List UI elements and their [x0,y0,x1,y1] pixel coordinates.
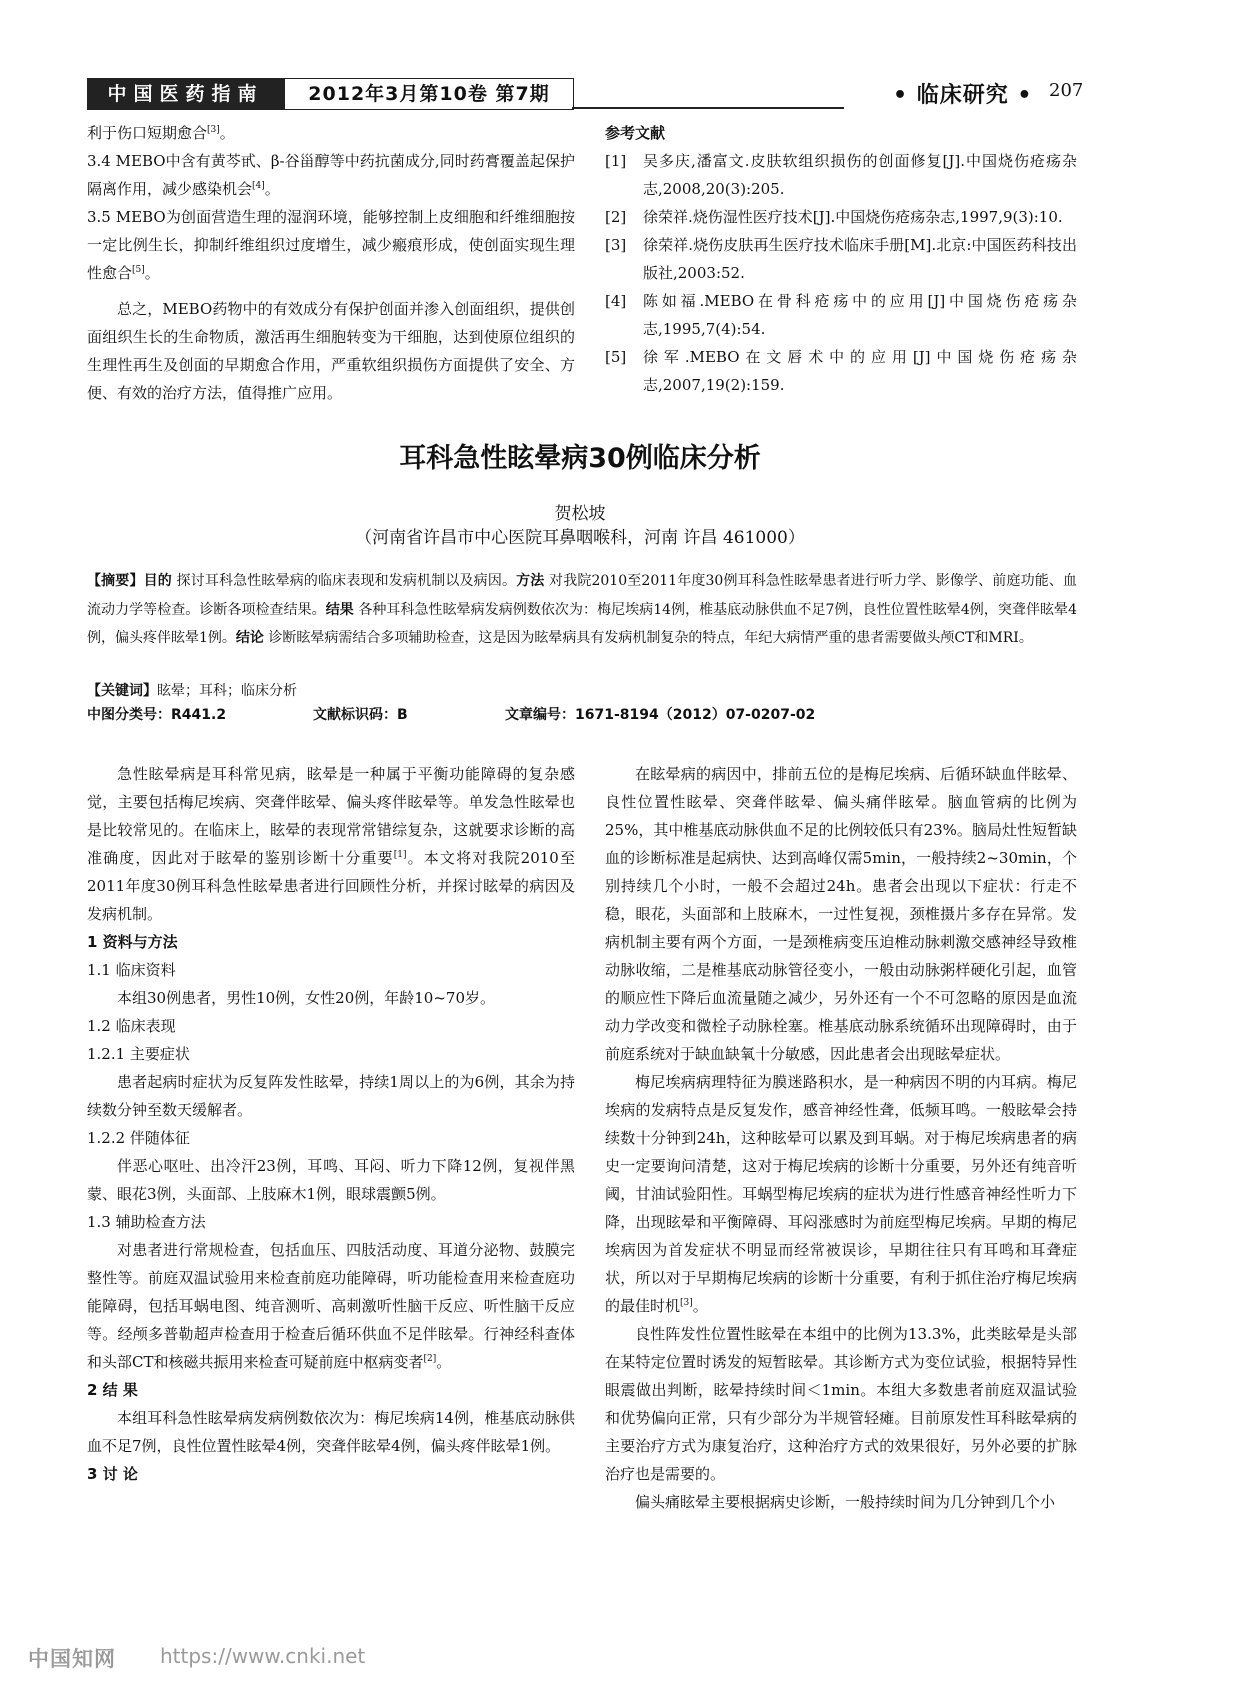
affiliation: （河南省许昌市中心医院耳鼻咽喉科，河南 许昌 461000） [355,528,805,548]
article-title: 耳科急性眩晕病30例临床分析 [399,443,761,474]
heading-methods: 1 资料与方法 [87,933,178,951]
heading-discussion: 3 讨 论 [87,1465,138,1483]
heading-accompanying-signs: 1.2.2 伴随体征 [87,1129,190,1147]
prev-article-conclusion [87,119,575,407]
reference-number: [2] [605,208,627,226]
journal-name: 中国医药指南 [87,78,284,110]
author: 贺松坡 [554,504,606,524]
keywords [87,679,1077,703]
cnki-url: https://www.cnki.net [160,1644,366,1668]
reference-item [605,287,1077,343]
abstract-label: 【摘要】 [87,573,144,589]
cnki-logo: 中国知网 [28,1647,116,1671]
reference-text: 徐军.MEBO在文唇术中的应用[J]中国烧伤疮疡杂志,2007,19(2):159. [643,348,1077,394]
issue-info: 2012年3月第10卷 第7期 [284,78,574,110]
references-title: 参考文献 [605,124,666,142]
auxiliary-exams-text: 对患者进行常规检查，包括血压、四肢活动度、耳道分泌物、鼓膜完整性等。前庭双温试验用来检查前庭功能障碍，听功能检查用来检查庭功能障碍，包括耳蜗电图、纯音测听、高刺激听性脑干反应、听性脑干反应等。经颅多普勒超声检查用于检查后循环供血不足伴眩晕。行神经科查体和头部CT和核磁共振用来检查可疑前庭中枢病变者[2]。 [87,1241,575,1371]
reference-number: [5] [605,348,627,366]
abstract-results: 各种耳科急性眩晕病发病例数依次为：梅尼埃病14例，椎基底动脉供血不足7例，良性位置性眩晕4例，突聋伴眩晕4例，偏头疼伴眩晕1例。 [87,601,1078,646]
heading-clinical-manifestation: 1.2 临床表现 [87,1017,176,1035]
heading-auxiliary-exams: 1.3 辅助检查方法 [87,1213,206,1231]
heading-main-symptoms: 1.2.1 主要症状 [87,1045,190,1063]
body-left-column [87,760,575,1488]
reference-text: 陈如福.MEBO在骨科疮疡中的应用[J]中国烧伤疮疡杂志,1995,7(4):54. [643,292,1077,338]
discussion-paragraph-1: 在眩晕病的病因中，排前五位的是梅尼埃病、后循环缺血伴眩晕、良性位置性眩晕、突聋伴眩晕、偏头痛伴眩晕。脑血管病的比例为25%，其中椎基底动脉供血不足的比例较低只有23%。脑局灶性短暂缺血的诊断标准是起病快、达到高峰仅需5min，一般持续2~30min，个别持续几个小时，一般不会超过24h。患者会出现以下症状：行走不稳，眼花，头面部和上肢麻木，一过性复视，颈椎摄片多存在异常。发病机制主要有两个方面，一是颈椎病变压迫椎动脉刺激交感神经导致椎动脉收缩，二是椎基底动脉管径变小，一般由动脉粥样硬化引起，血管的顺应性下降后血流量随之减少，另外还有一个不可忽略的原因是血流动力学改变和微栓子动脉栓塞。椎基底动脉系统循环出现障碍时，由于前庭系统对于缺血缺氧十分敏感，因此患者会出现眩晕症状。 [605,765,1077,1063]
reference-number: [1] [605,152,627,170]
reference-number: [3] [605,236,627,254]
results-text: 本组耳科急性眩晕病发病例数依次为：梅尼埃病14例，椎基底动脉供血不足7例，良性位置性眩晕4例，突聋伴眩晕4例，偏头疼伴眩晕1例。 [87,1409,575,1455]
prev-para-4: 总之，MEBO药物中的有效成分有保护创面并渗入创面组织，提供创面组织生长的生命物质，激活再生细胞转变为干细胞，达到使原位组织的生理性再生及创面的早期愈合作用，严重软组织损伤方面提供了安全、方便、有效的治疗方法，值得推广应用。 [87,300,575,402]
reference-item [605,203,1077,231]
reference-item [605,147,1077,203]
abstract-methods: 对我院2010至2011年度30例耳科急性眩晕患者进行听力学、影像学、前庭功能、血流动力学等检查。诊断各项检查结果。 [87,573,1078,618]
discussion-paragraph-2: 梅尼埃病病理特征为膜迷路积水，是一种病因不明的内耳病。梅尼埃病的发病特点是反复发作，感音神经性聋，低频耳鸣。一般眩晕会持续数十分钟到24h，这种眩晕可以累及到耳蜗。对于梅尼埃病患者的病史一定要询问清楚，这对于梅尼埃病的诊断十分重要，另外还有纯音听阈，甘油试验阳性。耳蜗型梅尼埃病的症状为进行性感音神经性听力下降，出现眩晕和平衡障碍、耳闷涨感时为前庭型梅尼埃病。早期的梅尼埃病因为首发症状不明显而经常被误诊，早期往往只有耳鸣和耳聋症状，所以对于早期梅尼埃病的诊断十分重要，有利于抓住治疗梅尼埃病的最佳时机[3]。 [605,1073,1077,1315]
reference-text: 吴多庆,潘富文.皮肤软组织损伤的创面修复[J].中国烧伤疮疡杂志,2008,20(3):205. [643,152,1077,198]
abstract-conclusion: 诊断眩晕病需结合多项辅助检查，这是因为眩晕病具有发病机制复杂的特点，年纪大病情严重的患者需要做头颅CT和MRI。 [268,630,1033,646]
clinical-data-text: 本组30例患者，男性10例，女性20例，年龄10~70岁。 [117,989,496,1007]
abstract-objective-label: 目的 [143,573,172,589]
heading-results: 2 结 果 [87,1381,138,1399]
header-rule [572,107,844,109]
heading-clinical-data: 1.1 临床资料 [87,961,176,979]
article-number: 文章编号：1671-8194（2012）07-0207-02 [505,707,816,723]
discussion-paragraph-4: 偏头痛眩晕主要根据病史诊断，一般持续时间为几分钟到几个小 [635,1493,1056,1511]
prev-para-1: 利于伤口短期愈合[3]。 [87,124,235,142]
prev-para-3: 3.5 MEBO为创面营造生理的湿润环境，能够控制上皮细胞和纤维细胞按一定比例生长，抑制纤维组织过度增生，减少瘢痕形成，使创面实现生理性愈合[5]。 [87,208,575,282]
keywords-text: 眩晕；耳科；临床分析 [157,683,297,699]
document-code: 文献标识码：B [313,707,408,723]
main-symptoms-text: 患者起病时症状为反复阵发性眩晕，持续1周以上的为6例，其余为持续数分钟至数天缓解者。 [87,1073,575,1119]
intro-paragraph: 急性眩晕病是耳科常见病，眩晕是一种属于平衡功能障碍的复杂感觉，主要包括梅尼埃病、突聋伴眩晕、偏头疼伴眩晕等。单发急性眩晕也是比较常见的。在临床上，眩晕的表现常常错综复杂，这就要求诊断的高准确度，因此对于眩晕的鉴别诊断十分重要[1]。本文将对我院2010至2011年度30例耳科急性眩晕患者进行回顾性分析，并探讨眩晕的病因及发病机制。 [87,765,575,923]
section-label: • 临床研究 • [893,83,1033,108]
references [605,119,1077,399]
page-number: 207 [1049,80,1084,101]
reference-item [605,231,1077,287]
clc-number: 中图分类号：R441.2 [87,707,227,723]
accompanying-signs-text: 伴恶心呕吐、出冷汗23例，耳鸣、耳闷、听力下降12例，复视伴黑蒙、眼花3例，头面部、上肢麻木1例，眼球震颤5例。 [87,1157,575,1203]
keywords-label: 【关键词】 [87,683,157,699]
abstract-results-label: 结果 [325,601,354,618]
reference-number: [4] [605,292,627,310]
body-right-column [605,760,1077,1516]
abstract [87,567,1077,653]
prev-para-2: 3.4 MEBO中含有黄芩甙、β-谷甾醇等中药抗菌成分,同时药膏覆盖起保护隔离作用，减少感染机会[4]。 [87,152,575,198]
reference-text: 徐荣祥.烧伤湿性医疗技术[J].中国烧伤疮疡杂志,1997,9(3):10. [643,208,1063,226]
abstract-objective: 探讨耳科急性眩晕病的临床表现和发病机制以及病因。 [176,573,517,589]
reference-text: 徐荣祥.烧伤皮肤再生医疗技术临床手册[M].北京:中国医药科技出版社,2003:52. [643,236,1077,282]
abstract-methods-label: 方法 [516,573,545,589]
discussion-paragraph-3: 良性阵发性位置性眩晕在本组中的比例为13.3%，此类眩晕是头部在某特定位置时诱发的短暂眩晕。其诊断方式为变位试验，根据特异性眼震做出判断，眩晕持续时间＜1min。本组大多数患者前庭双温试验和优势偏向正常，只有少部分为半规管轻瘫。目前原发性耳科眩晕病的主要治疗方式为康复治疗，这种治疗方式的效果很好，另外必要的扩脉治疗也是需要的。 [605,1325,1077,1483]
reference-item [605,343,1077,399]
abstract-conclusion-label: 结论 [235,630,264,646]
